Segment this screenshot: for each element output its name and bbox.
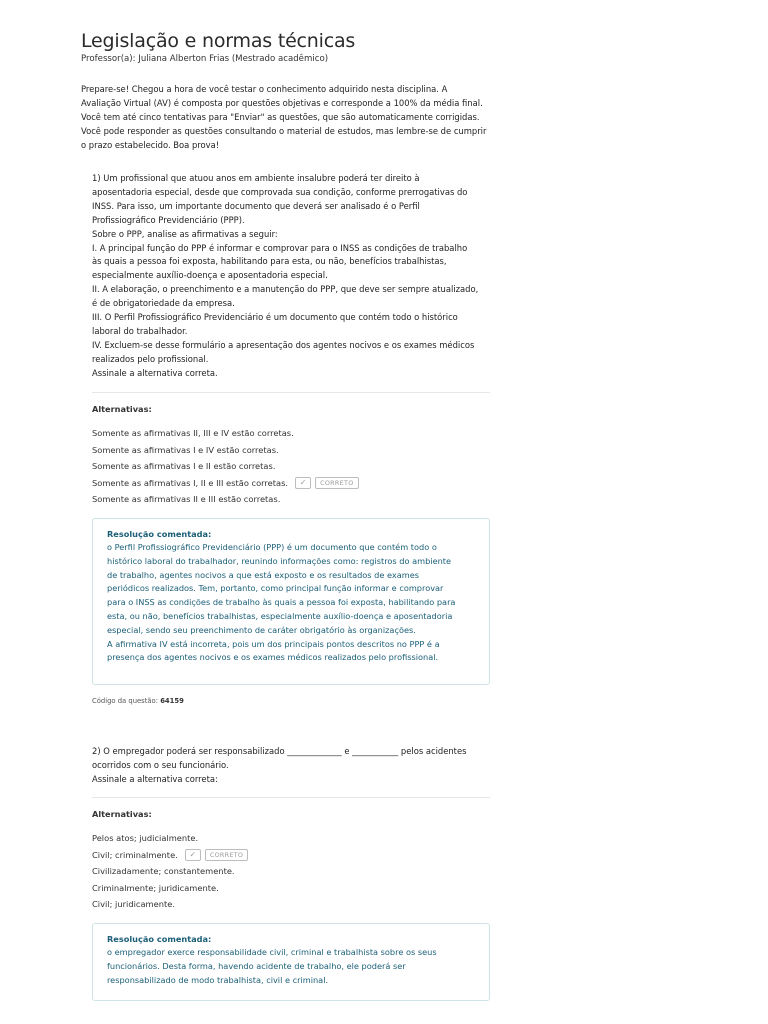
statement-line: Assinale a alternativa correta. — [92, 367, 218, 378]
intro-line: Você pode responder as questões consultando o material de estudos, mas lembre-se de cumprir — [81, 126, 487, 137]
intro-line: Avaliação Virtual (AV) é composta por questões objetivas e corresponde a 100% da média final. — [81, 98, 483, 109]
alternative-text: Somente as afirmativas I e IV estão corretas. — [92, 444, 279, 455]
resolution-line: o empregador exerce responsabilidade civil, criminal e trabalhista sobre os seus — [107, 947, 437, 957]
alternative-text: Civil; juridicamente. — [92, 899, 175, 910]
alternative-text: Civil; criminalmente. — [92, 849, 178, 860]
intro-line: Você tem até cinco tentativas para "Enviar" as questões, que são automaticamente corrigidas. — [81, 112, 480, 123]
alternatives-heading: Alternativas: — [92, 404, 152, 414]
divider — [92, 392, 490, 393]
question-2-alternatives — [92, 830, 482, 913]
alternative-text: Civilizadamente; constantemente. — [92, 866, 235, 877]
alternative-text: Criminalmente; juridicamente. — [92, 882, 219, 893]
correct-badge: CORRETO — [205, 849, 248, 861]
divider — [92, 797, 490, 798]
alternative-text: Somente as afirmativas I, II e III estão corretas. — [92, 477, 289, 488]
resolution-title: Resolução comentada: — [107, 934, 212, 944]
resolution-body — [107, 946, 475, 987]
statement-line: II. A elaboração, o preenchimento e a manutenção do PPP, que deve ser sempre atualizado, — [92, 284, 479, 295]
alternative-option[interactable] — [92, 442, 482, 459]
resolution-title: Resolução comentada: — [107, 529, 212, 539]
question-code — [92, 697, 184, 705]
intro-text — [81, 82, 506, 152]
resolution-box — [92, 923, 490, 1001]
alternative-option[interactable] — [92, 458, 482, 475]
alternative-option-correct[interactable] — [92, 847, 482, 864]
statement-line: aposentadoria especial, desde que comprovada sua condição, conforme prerrogativas do — [92, 186, 468, 197]
alternative-text: Somente as afirmativas I e II estão corretas. — [92, 461, 276, 472]
question-1-statement — [92, 172, 497, 381]
alternative-option[interactable] — [92, 491, 482, 508]
statement-line: às quais a pessoa foi exposta, habilitando para esta, ou não, benefícios trabalhistas, — [92, 256, 447, 267]
check-icon: ✓ — [185, 849, 201, 861]
statement-line: Sobre o PPP, analise as afirmativas a seguir: — [92, 228, 278, 239]
alternative-option-correct[interactable] — [92, 475, 482, 492]
statement-line: Assinale a alternativa correta: — [92, 773, 218, 784]
statement-line: I. A principal função do PPP é informar e comprovar para o INSS as condições de trabalho — [92, 242, 468, 253]
page-title: Legislação e normas técnicas — [81, 30, 356, 52]
alternative-option[interactable] — [92, 880, 482, 897]
statement-line: laboral do trabalhador. — [92, 325, 188, 336]
statement-line: ocorridos com o seu funcionário. — [92, 759, 229, 770]
alternatives-heading: Alternativas: — [92, 809, 152, 819]
statement-line: Profissiográfico Previdenciário (PPP). — [92, 214, 245, 225]
alternative-option[interactable] — [92, 896, 482, 913]
resolution-body — [107, 541, 475, 665]
alternative-text: Somente as afirmativas II, III e IV estão corretas. — [92, 428, 294, 438]
question-code-value: 64159 — [160, 697, 184, 705]
intro-line: o prazo estabelecido. Boa prova! — [81, 140, 220, 151]
correct-badge: CORRETO — [315, 477, 358, 489]
question-code-label: Código da questão: — [92, 697, 159, 705]
resolution-line: responsabilizado de modo trabalhista, civil e criminal. — [107, 974, 329, 985]
professor-line: Professor(a): Juliana Alberton Frias (Mestrado acadêmico) — [81, 54, 329, 64]
intro-line: Prepare-se! Chegou a hora de você testar o conhecimento adquirido nesta disciplina. A — [81, 84, 448, 94]
resolution-line: periódicos realizados. Tem, portanto, como principal função informar e comprovar — [107, 583, 444, 594]
resolution-line: de trabalho, agentes nocivos a que está exposto e os resultados de exames — [107, 569, 420, 580]
alternative-text: Somente as afirmativas II e III estão corretas. — [92, 494, 281, 505]
alternative-option[interactable] — [92, 863, 482, 880]
question-1-alternatives — [92, 425, 482, 508]
statement-line: realizados pelo profissional. — [92, 353, 209, 364]
resolution-line: o Perfil Profissiográfico Previdenciário (PPP) é um documento que contém todo o — [107, 542, 437, 552]
resolution-line: funcionários. Desta forma, havendo acidente de trabalho, ele poderá ser — [107, 960, 406, 971]
resolution-box — [92, 518, 490, 685]
resolution-line: presença dos agentes nocivos e os exames médicos realizados pelo profissional. — [107, 652, 439, 663]
statement-line: especialmente auxílio-doença e aposentadoria especial. — [92, 270, 328, 281]
alternative-text: Pelos atos; judicialmente. — [92, 833, 199, 843]
statement-line: é de obrigatoriedade da empresa. — [92, 298, 235, 309]
resolution-line: para o INSS as condições de trabalho às quais a pessoa foi exposta, habilitando para — [107, 597, 456, 608]
statement-line: INSS. Para isso, um importante documento que deverá ser analisado é o Perfil — [92, 200, 420, 211]
check-icon: ✓ — [295, 477, 311, 489]
resolution-line: esta, ou não, benefícios trabalhistas, especialmente auxílio-doença e aposentadoria — [107, 610, 453, 621]
resolution-line: A afirmativa IV está incorreta, pois um dos principais pontos descritos no PPP é a — [107, 638, 440, 649]
question-2-statement — [92, 745, 497, 787]
statement-line: III. O Perfil Profissiográfico Previdenciário é um documento que contém todo o histórico — [92, 312, 458, 323]
statement-line: IV. Excluem-se desse formulário a apresentação dos agentes nocivos e os exames médicos — [92, 339, 475, 350]
alternative-option[interactable] — [92, 425, 482, 442]
statement-line: 2) O empregador poderá ser responsabilizado _____________ e ___________ pelos acidentes — [92, 746, 467, 756]
resolution-line: histórico laboral do trabalhador, reunindo informações como: registros do ambiente — [107, 555, 452, 566]
resolution-line: especial, sendo seu preenchimento de caráter obrigatório às organizações. — [107, 624, 416, 635]
alternative-option[interactable] — [92, 830, 482, 847]
statement-line: 1) Um profissional que atuou anos em ambiente insalubre poderá ter direito à — [92, 173, 420, 183]
